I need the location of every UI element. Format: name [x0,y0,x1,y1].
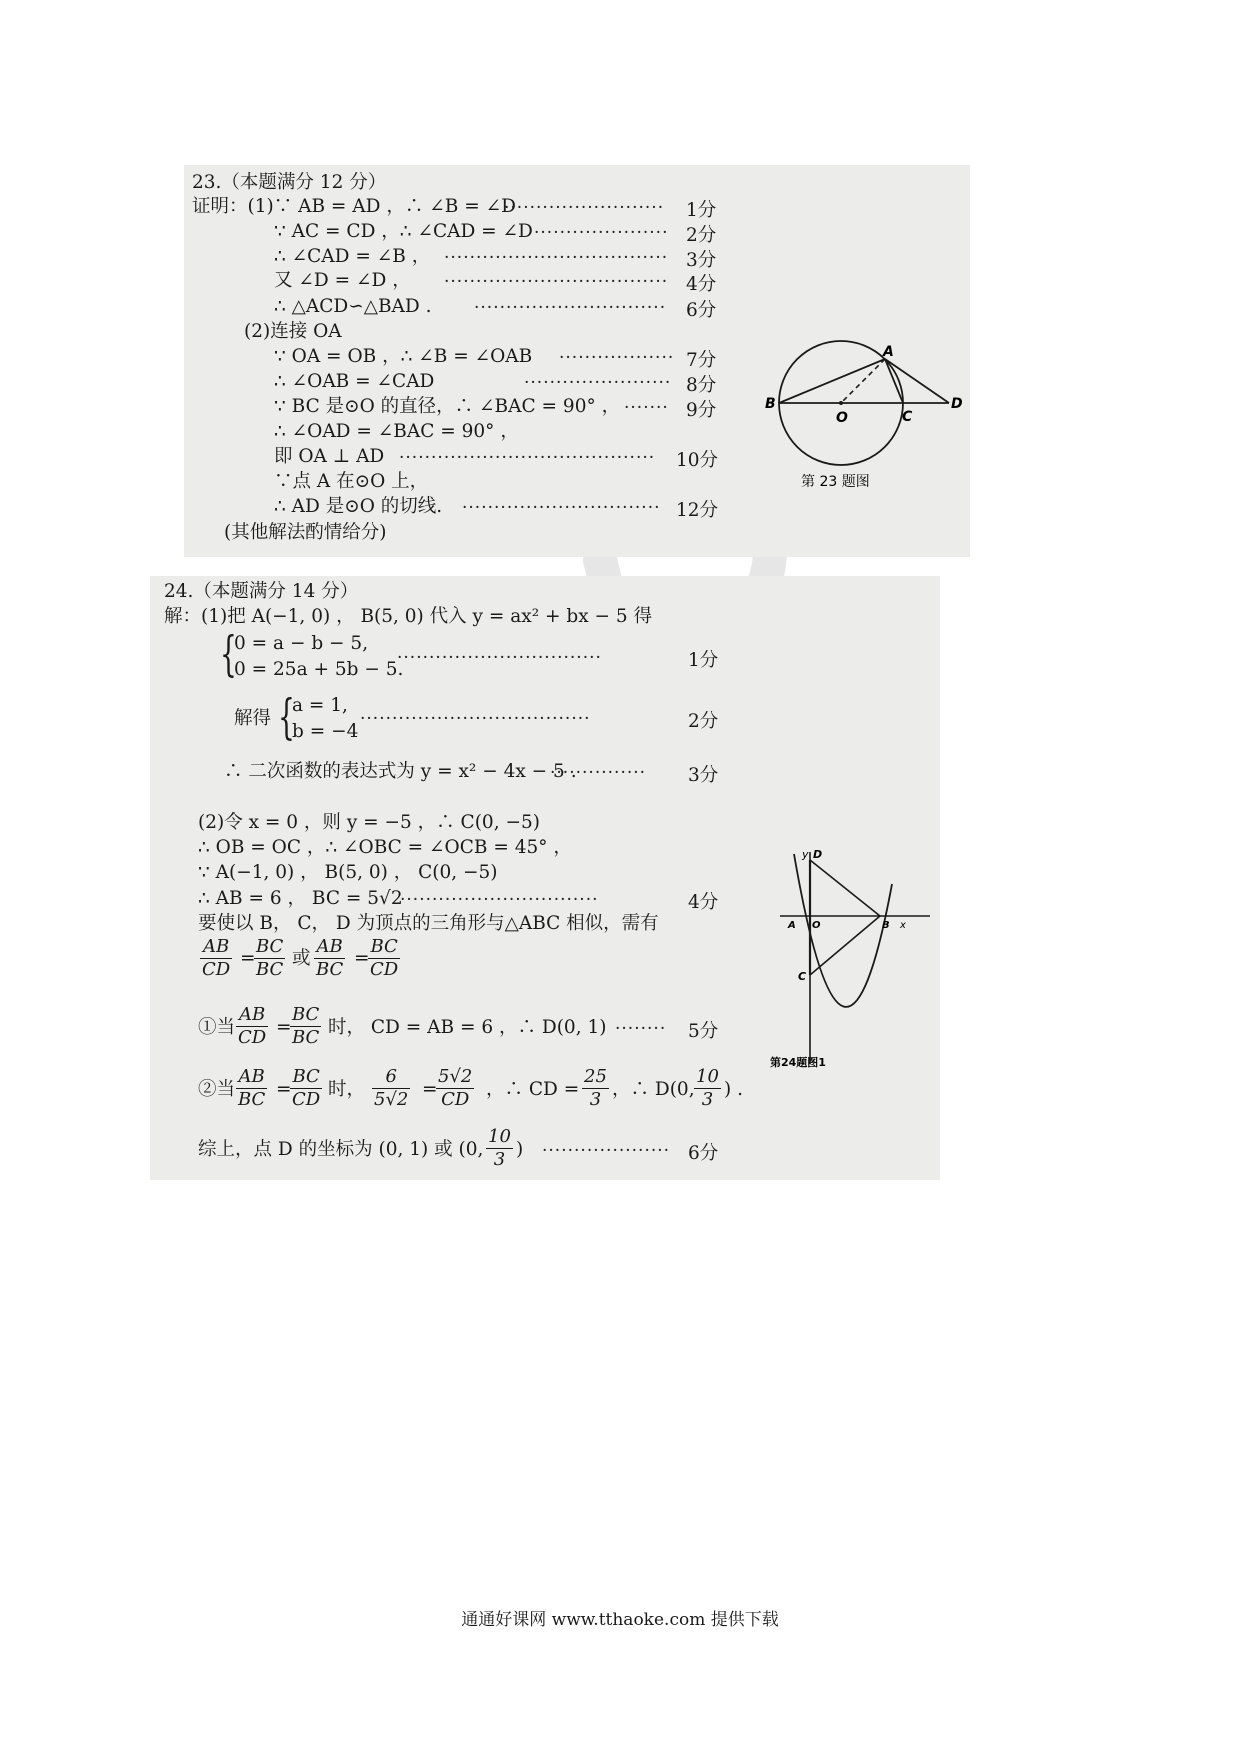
label-a: A [788,920,796,931]
q24-p2-line-3: ∵ A(−1, 0) ， B(5, 0) ， C(0, −5) [198,862,498,883]
q23-line-11: 即 OA ⊥ AD [274,446,385,467]
leader-dots: ··············· [550,763,647,783]
leader-dots: ······························ [474,298,667,318]
case1-prefix: ①当 [198,1017,236,1038]
label-c: C [798,970,807,983]
case2-mid: 时， [328,1079,366,1100]
leader-dots: ······························· [462,498,661,518]
label-d: D [813,848,823,861]
conclusion-prefix: 综上，点 D 的坐标为 (0, 1) 或 (0, [198,1139,484,1160]
q23-line-1: 证明：(1)∵ AB = AD ，∴ ∠B = ∠D [192,196,516,217]
leader-dots: ······························· [400,890,599,910]
score: 6分 [686,300,717,321]
q24-sys1-eq1: 0 = a − b − 5, [234,633,369,654]
score: 10分 [676,450,719,471]
leader-dots: ···················· [542,1141,671,1161]
line-ab [779,359,885,403]
score: 3分 [686,250,717,271]
fraction-10-3: $\frac{10}{3}$ [696,1066,719,1110]
label-b: B [882,920,890,931]
leader-dots: ······················· [524,373,672,393]
question-24 [150,576,940,1180]
leader-dots: ········ [615,1019,667,1039]
figure-23-caption: 第 23 题图 [801,474,870,490]
brace: { [278,689,295,745]
label-d: D [951,396,963,412]
case2-tail-1: ，∴ CD = [486,1079,580,1100]
conclusion-suffix: ) [516,1139,524,1160]
fraction-ab-bc: $\frac{AB}{BC}$ [238,1066,266,1110]
q23-line-6: (2)连接 OA [244,321,342,342]
q23-line-14: (其他解法酌情给分) [224,522,387,543]
q23-line-7: ∵ OA = OB ，∴ ∠B = ∠OAB [274,346,533,367]
score: 2分 [686,225,717,246]
q24-solve-label: 解得 [234,708,272,729]
case2-prefix: ②当 [198,1079,236,1100]
score: 12分 [676,500,719,521]
score: 1分 [688,650,719,671]
leader-dots: ··································· [444,248,669,268]
figure-24-caption: 第24题图1 [770,1056,826,1069]
ratio-or: 或 [292,948,311,969]
fraction-bc-bc: $\frac{BC}{BC}$ [292,1004,320,1048]
q24-sys2-eq1: a = 1, [292,695,348,716]
leader-dots: ········································ [399,448,656,468]
label-x: x [900,920,906,931]
figure-24 [750,844,930,1074]
equals-sign: = [422,1079,438,1100]
score: 4分 [686,274,717,295]
score: 1分 [686,200,717,221]
score: 5分 [688,1021,719,1042]
q24-sys1-eq2: 0 = 25a + 5b − 5. [234,659,404,680]
score: 8分 [686,375,717,396]
q23-line-3: ∴ ∠CAD = ∠B ， [274,246,431,267]
label-a: A [883,344,894,360]
q23-header: 23.（本题满分 12 分） [192,172,387,193]
equals-sign: = [276,1017,292,1038]
q24-p2-line-1: (2)令 x = 0 ，则 y = −5 ，∴ C(0, −5) [198,812,540,833]
score: 4分 [688,892,719,913]
leader-dots: ························· [504,198,665,218]
label-b: B [765,396,776,412]
figure-23 [739,340,964,555]
fraction-25-3: $\frac{25}{3}$ [584,1066,607,1110]
q24-p2-line-4: ∴ AB = 6 ， BC = 5√2 [198,888,403,909]
label-o: O [812,920,821,931]
q24-line-1: 解：(1)把 A(−1, 0) ， B(5, 0) 代入 y = ax² + bx − 5 得 [164,606,653,627]
leader-dots: ································ [397,648,602,668]
fraction-bc-cd: $\frac{BC}{CD}$ [292,1066,321,1110]
q23-line-4: 又 ∠D = ∠D ， [274,270,411,291]
brace: { [220,626,237,682]
case1-suffix: 时， CD = AB = 6 ，∴ D(0, 1) [328,1017,607,1038]
fraction-ab-bc: $\frac{AB}{BC}$ [316,936,344,980]
leader-dots: ···································· [360,709,591,729]
page-footer: 通通好课网 www.tthaoke.com 提供下载 [461,1610,779,1630]
equals-sign: = [276,1079,292,1100]
equals-sign: = [240,948,256,969]
score: 2分 [688,711,719,732]
case2-tail-3: ) . [724,1079,743,1100]
fraction-bc-bc: $\frac{BC}{BC}$ [256,936,284,980]
equals-sign: = [354,948,370,969]
q24-p2-line-5: 要使以 B， C， D 为顶点的三角形与△ABC 相似，需有 [198,913,659,934]
leader-dots: ··································· [444,272,669,292]
q24-sys2-eq2: b = −4 [292,721,359,742]
fraction-bc-cd: $\frac{BC}{CD}$ [370,936,399,980]
q23-line-13: ∴ AD 是⊙O 的切线. [274,496,443,517]
line-db [810,860,880,916]
q23-line-9: ∵ BC 是⊙O 的直径，∴ ∠BAC = 90° ， [274,396,621,417]
q23-line-5: ∴ △ACD∽△BAD . [274,296,432,317]
q23-line-12: ∵点 A 在⊙O 上， [274,471,429,492]
leader-dots: ·················· [559,348,675,368]
score: 7分 [686,350,717,371]
q23-line-2: ∵ AC = CD ，∴ ∠CAD = ∠D [274,221,533,242]
q24-expression: ∴ 二次函数的表达式为 y = x² − 4x − 5 . [224,761,577,782]
point-o [839,401,843,405]
q24-header: 24.（本题满分 14 分） [164,581,359,602]
score: 3分 [688,765,719,786]
fraction-10-3: $\frac{10}{3}$ [488,1126,511,1170]
fraction-ab-cd: $\frac{AB}{CD}$ [238,1004,267,1048]
q24-p2-line-2: ∴ OB = OC ，∴ ∠OBC = ∠OCB = 45° ， [198,837,572,858]
case2-tail-2: ，∴ D(0, [612,1079,695,1100]
label-o: O [836,410,848,426]
line-oa-dashed [841,359,885,403]
q23-line-8: ∴ ∠OAB = ∠CAD [274,371,435,392]
leader-dots: ····················· [534,223,669,243]
q23-line-10: ∴ ∠OAD = ∠BAC = 90° ， [274,421,519,442]
score: 9分 [686,400,717,421]
leader-dots: ······· [624,398,669,418]
question-23 [184,165,970,557]
fraction-5root2-cd: $\frac{5√2}{CD}$ [438,1066,473,1110]
label-y: y [802,848,809,861]
score: 6分 [688,1143,719,1164]
label-c: C [902,409,913,425]
fraction-6-5root2: $\frac{6}{5√2}$ [374,1066,409,1110]
fraction-ab-cd: $\frac{AB}{CD}$ [202,936,231,980]
parabola [794,854,892,1007]
